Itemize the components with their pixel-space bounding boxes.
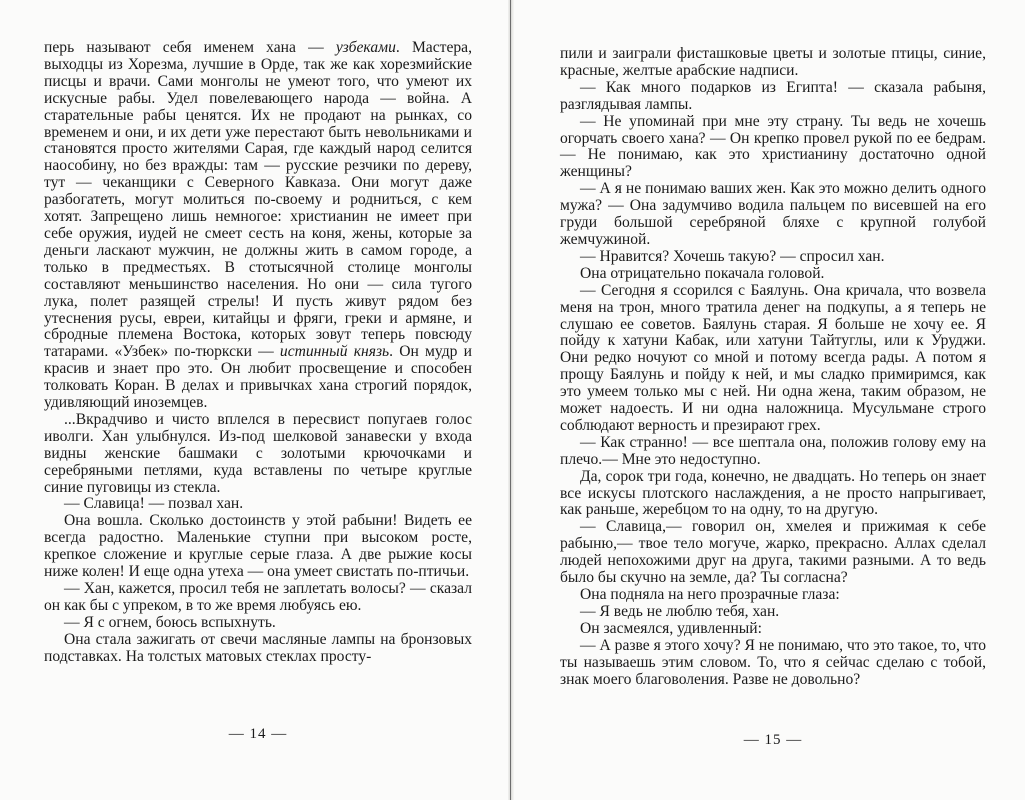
paragraph: Да, сорок три года, конечно, не двадцать. Но теперь он знает все искусы плотского наслаждения, а не просто напрыгивает, как раньше, жеребцом то на одну, то на другую. xyxy=(560,467,986,519)
paragraph: — А я не понимаю ваших жен. Как это можно делить одного мужа? — Она задумчиво водила пальцем по висевшей на его груди большой серебряной бляхе с крупной голубой жемчужиной. xyxy=(560,180,986,248)
paragraph: пили и заиграли фисташковые цветы и золотые птицы, синие, красные, желтые арабские надписи. xyxy=(560,45,986,79)
emphasis-uzbeki: узбеками xyxy=(335,39,396,56)
book-gutter xyxy=(508,0,514,800)
paragraph: — Славица,— говорил он, хмелея и прижимая к себе рабыню,— твое тело могуче, жарко, прекрасно. Аллах сделал людей непохожими друг на друга, такими разными. А то ведь было бы скучно на земле, да? Ты согласна? xyxy=(560,518,986,587)
paragraph: — Нравится? Хочешь такую? — спросил хан. xyxy=(580,247,885,265)
paragraph: Она стала зажигать от свечи масляные лампы на бронзовых подставках. На толстых матовых стеклах просту- xyxy=(44,630,472,665)
paragraph: Он засмеялся, удивленный: xyxy=(580,619,762,637)
paragraph: Она подняла на него прозрачные глаза: xyxy=(580,586,840,603)
left-page-text xyxy=(44,40,472,666)
left-page xyxy=(44,0,472,800)
paragraph: — Как странно! — все шептала она, положив голову ему на плечо.— Мне это недоступно. xyxy=(560,433,986,468)
paragraph: — Хан, кажется, просил тебя не заплетать волосы? — сказал он как бы с упреком, в то же время любуясь ею. xyxy=(44,580,472,614)
emphasis-istinnyi-knyaz: истинный князь xyxy=(279,343,390,361)
paragraph: ...Вкрадчиво и чисто вплелся в пересвист попугаев голос иволги. Хан улыбнулся. Из-под шелковой занавески у входа видны женские башмаки с золотыми крючочками и серебряными петлями, куда вставлены по четыре круглые синие пуговицы из стекла. xyxy=(44,410,472,496)
paragraph: — Не упоминай при мне эту страну. Ты ведь не хочешь огорчать своего хана? — Он крепко провел рукой по ее бедрам.— Не понимаю, как это христианину достаточно одной женщины? xyxy=(560,112,986,181)
paragraph: перь называют себя именем хана — узбеками. Мастера, выходцы из Хорезма, лучшие в Орде, так же как хорезмийские писцы и врачи. Сами монголы не умеют того, что умеют их искусные рабы. Удел повелевающего народа — война. А старательные рабы ценятся. Их не продают на рынках, со временем и они, и их дети уже перестают быть невольниками и становятся просто жителями Сарая, где каждый народ селится наособину, но без вражды: там — русские резчики по дереву, тут — чеканщики с Северного Кавказа. Они могут даже разбогатеть, могут молиться по-своему и родниться, с кем хотят. Запрещено лишь немногое: христианин не имеет при себе оружия, иудей не смеет сесть на коня, жены, которые за деньги ласкают мужчин, не должны жить в самом городе, а только в предместьях. В стотысячной столице монголы составляют меньшинство населения. Но они — сила тугого лука, полет разящей стрелы! И пусть живут рядом без утеснения русы, евреи, китайцы и фряги, греки и армяне, и сбродные племена Востока, которых зовут теперь повсюду татарами. «Узбек» по-тюркски — истинный князь. Он мудр и красив и знает про это. Он любит просвещение и способен толковать Коран. В делах и привычках хана строгий порядок, удивляющий иноземцев. xyxy=(44,39,473,412)
gutter-fold-line xyxy=(510,0,511,800)
paragraph: — Я с огнем, боюсь вспыхнуть. xyxy=(64,613,276,631)
paragraph: — Славица! — позвал хан. xyxy=(64,495,244,513)
right-page xyxy=(560,0,986,800)
paragraph: — А разве я этого хочу? Я не понимаю, что это такое, то, что ты называешь этим словом. То, что я сейчас сделаю с тобой, знак моего благоволения. Разве не довольно? xyxy=(560,636,986,688)
paragraph: — Как много подарков из Египта! — сказала рабыня, разглядывая лампы. xyxy=(560,78,986,113)
paragraph: — Я ведь не люблю тебя, хан. xyxy=(580,602,780,620)
paragraph: Она вошла. Сколько достоинств у этой рабыни! Видеть ее всегда радостно. Маленькие ступни при высоком росте, крепкое сложение и круглые серые глаза. А две рыжие косы ниже колен! И еще одна утеха — она умеет свистать по-птичьи. xyxy=(44,512,472,581)
paragraph: Она отрицательно покачала головой. xyxy=(580,264,825,282)
page-number: — 15 — xyxy=(743,732,803,748)
paragraph: — Сегодня я ссорился с Баялунь. Она кричала, что возвела меня на трон, много тратила денег на подкупы, а я теперь не слушаю ее советов. Баялунь старая. Я больше не хочу ее. Я пойду к хатуни Кабак, или хатуни Тайтуглы, или к Уруджи. Они редко ночуют со мной и потому всегда рады. А потом я прощу Баялунь и пойду к ней, и мы сладко примиримся, как это умеем только мы с ней. Ни одна жена, таким образом, не может надоесть. И ни одна наложница. Мусульмане строго соблюдают верность и презирают грех. xyxy=(560,281,986,434)
page-number: — 14 — xyxy=(228,726,288,742)
right-page-text xyxy=(560,46,986,688)
